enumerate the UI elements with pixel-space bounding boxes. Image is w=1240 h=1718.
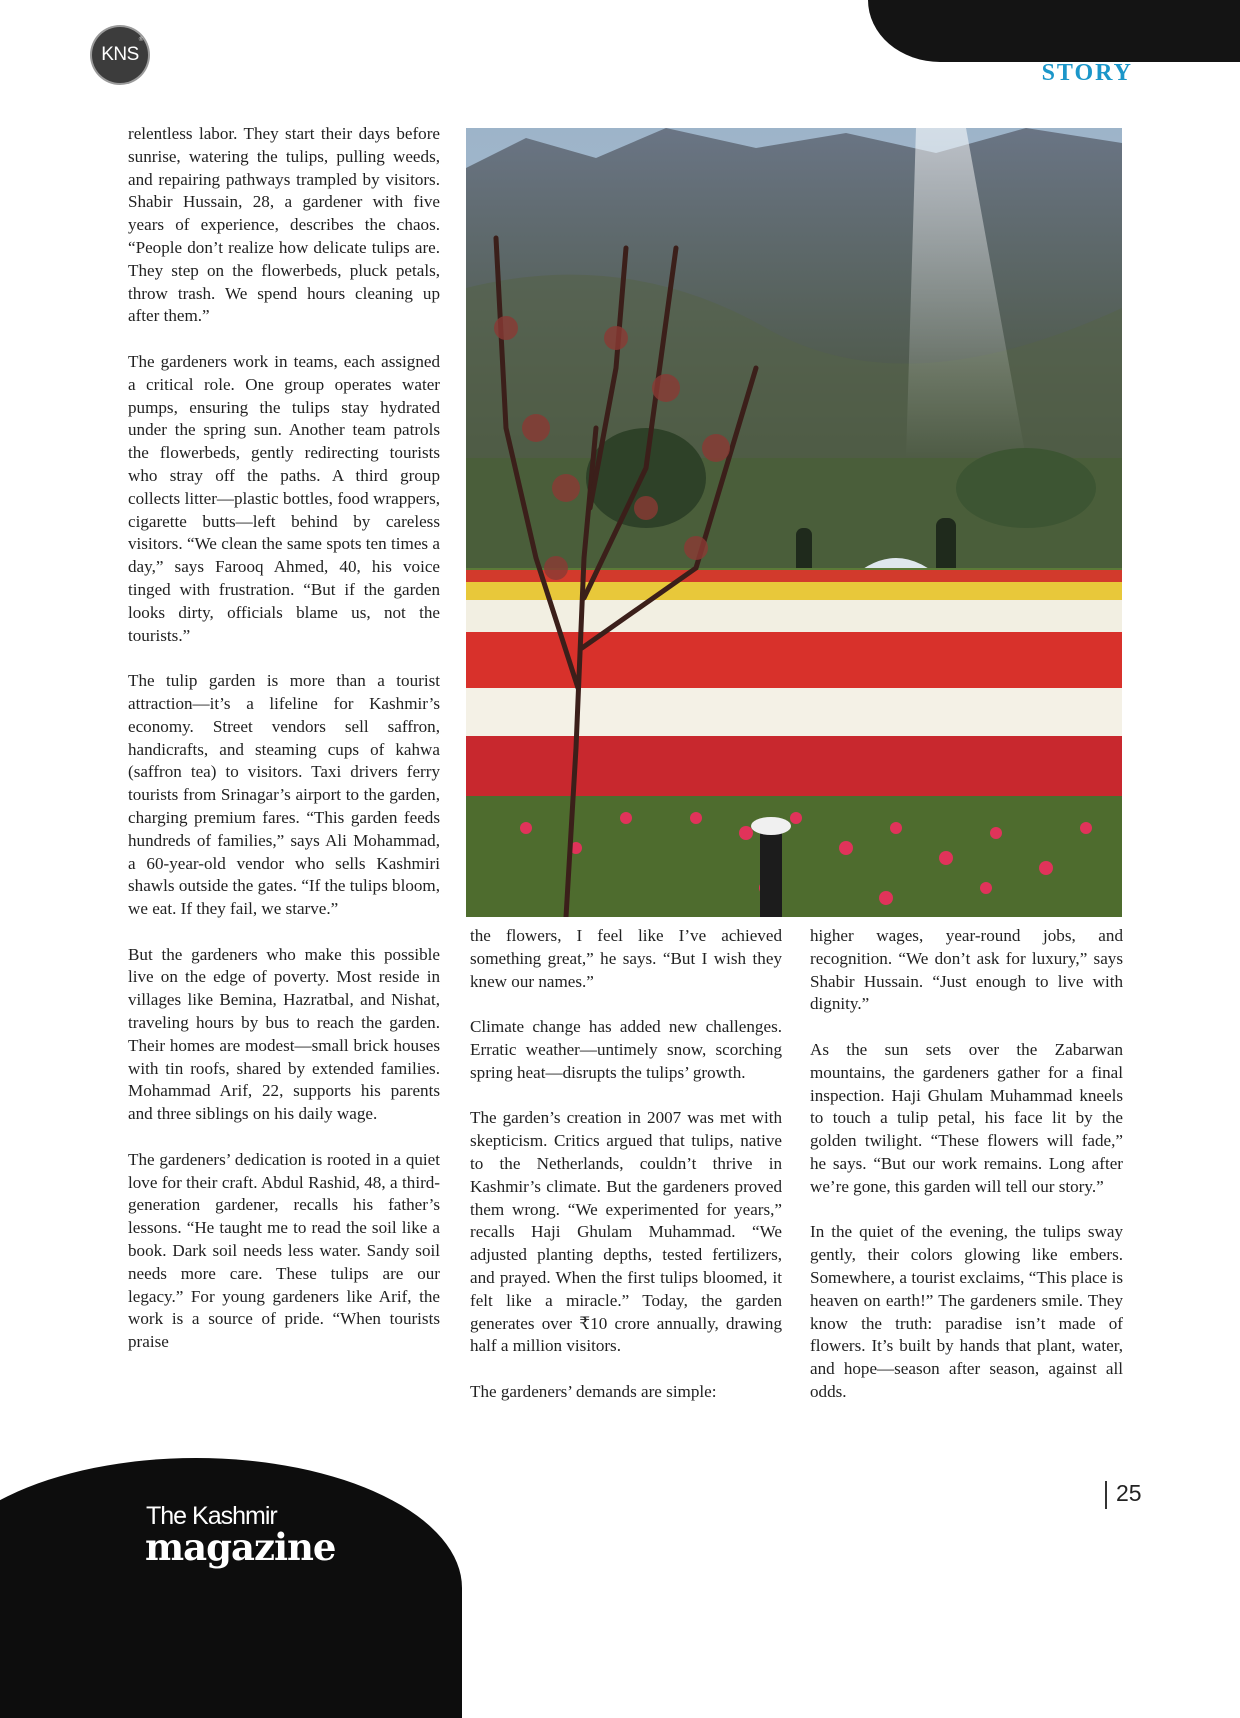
section-label: STORY bbox=[1041, 60, 1133, 86]
header-corner-shape bbox=[868, 0, 1240, 62]
paragraph: Climate change has added new challenges. Erratic weather—untimely snow, scorching spring heat—disrupts the tulips’ growth. bbox=[470, 1017, 782, 1082]
kns-logo bbox=[92, 27, 148, 83]
paragraph: the flowers, I feel like I’ve achieved something great,” he says. “But I wish they knew our names.” bbox=[470, 926, 782, 991]
paragraph: The gardeners’ dedication is rooted in a quiet love for their craft. Abdul Rashid, 48, a third-generation gardener, recalls his father’s lessons. “He taught me to read the soil like a book. Dark soil needs less water. Sandy soil needs more care. These tulips are our legacy.” For young gardeners like Arif, the work is a source of pride. “When tourists praise bbox=[128, 1149, 440, 1352]
paragraph: As the sun sets over the Zabarwan mountains, the gardeners gather for a final inspection. Haji Ghulam Muhammad kneels to touch a tulip petal, his face lit by the golden twilight. “These flowers will fade,” he says. “But our work remains. Long after we’re gone, this garden will tell our story.” bbox=[810, 1039, 1123, 1196]
magazine-logo-line2: magazine bbox=[145, 1525, 336, 1569]
paragraph: But the gardeners who make this possible live on the edge of poverty. Most reside in villages like Bemina, Hazratbal, and Nishat, traveling hours by bus to reach the garden. Their homes are modest—small brick houses with tin roofs, shared by extended families. Mohammad Arif, 22, supports his parents and three siblings on his daily wage. bbox=[128, 944, 440, 1124]
magazine-logo bbox=[145, 1502, 336, 1569]
paragraph: higher wages, year-round jobs, and recognition. “We don’t ask for luxury,” says Shabir Hussain. “Just enough to live with dignity.” bbox=[810, 926, 1123, 1014]
kns-logo-text: KNS bbox=[101, 44, 139, 65]
paragraph: The garden’s creation in 2007 was met with skepticism. Critics argued that tulips, native to the Netherlands, couldn’t thrive in Kashmir’s climate. But the gardeners proved them wrong. “We experimented for years,” recalls Haji Ghulam Muhammad. “We adjusted planting depths, tested fertilizers, and prayed. When the first tulips bloomed, it felt like a miracle.” Today, the garden generates over ₹10 crore annually, drawing half a million visitors. bbox=[470, 1108, 782, 1356]
footer-corner-shape bbox=[0, 1458, 462, 1718]
page-number: 25 bbox=[1116, 1480, 1142, 1506]
page-number-divider bbox=[1105, 1481, 1107, 1509]
paragraph: The gardeners’ demands are simple: bbox=[470, 1381, 717, 1401]
paragraph: relentless labor. They start their days before sunrise, watering the tulips, pulling weeds, and repairing pathways trampled by visitors. Shabir Hussain, 28, a gardener with five years of experience, describes the chaos. “People don’t realize how delicate tulips are. They step on the flowerbeds, pluck petals, throw trash. We spend hours cleaning up after them.” bbox=[128, 124, 440, 326]
registered-mark: ® bbox=[138, 36, 144, 43]
magazine-logo-line1: The Kashmir bbox=[146, 1502, 277, 1530]
article-column-3 bbox=[810, 925, 1123, 1404]
paragraph: The gardeners work in teams, each assigned a critical role. One group operates water pumps, ensuring the tulips stay hydrated under the spring sun. Another team patrols the flowerbeds, gently redirecting tourists who stray off the paths. A third group collects litter—plastic bottles, food wrappers, cigarette butts—left behind by careless visitors. “We clean the same spots ten times a day,” says Farooq Ahmed, 40, his voice tinged with frustration. “But if the garden looks dirty, officials blame us, not the tourists.” bbox=[128, 351, 440, 645]
paragraph: In the quiet of the evening, the tulips sway gently, their colors glowing like embers. Somewhere, a tourist exclaims, “This place is heaven on earth!” The gardeners smile. They know the truth: paradise isn’t made of flowers. It’s built by hands that plant, water, and hope—season after season, against all odds. bbox=[810, 1222, 1123, 1401]
article-column-1 bbox=[128, 123, 440, 1354]
article-column-2 bbox=[470, 925, 782, 1404]
paragraph: The tulip garden is more than a tourist attraction—it’s a lifeline for Kashmir’s economy. Street vendors sell saffron, handicrafts, and steaming cups of kahwa (saffron tea) to visitors. Taxi drivers ferry tourists from Srinagar’s airport to the garden, charging premium fares. “This garden feeds hundreds of families,” says Ali Mohammad, a 60-year-old vendor who sells Kashmiri shawls outside the gates. “If the tulips bloom, we eat. If they fail, we starve.” bbox=[128, 671, 440, 919]
tulip-garden-photo bbox=[466, 128, 1122, 917]
